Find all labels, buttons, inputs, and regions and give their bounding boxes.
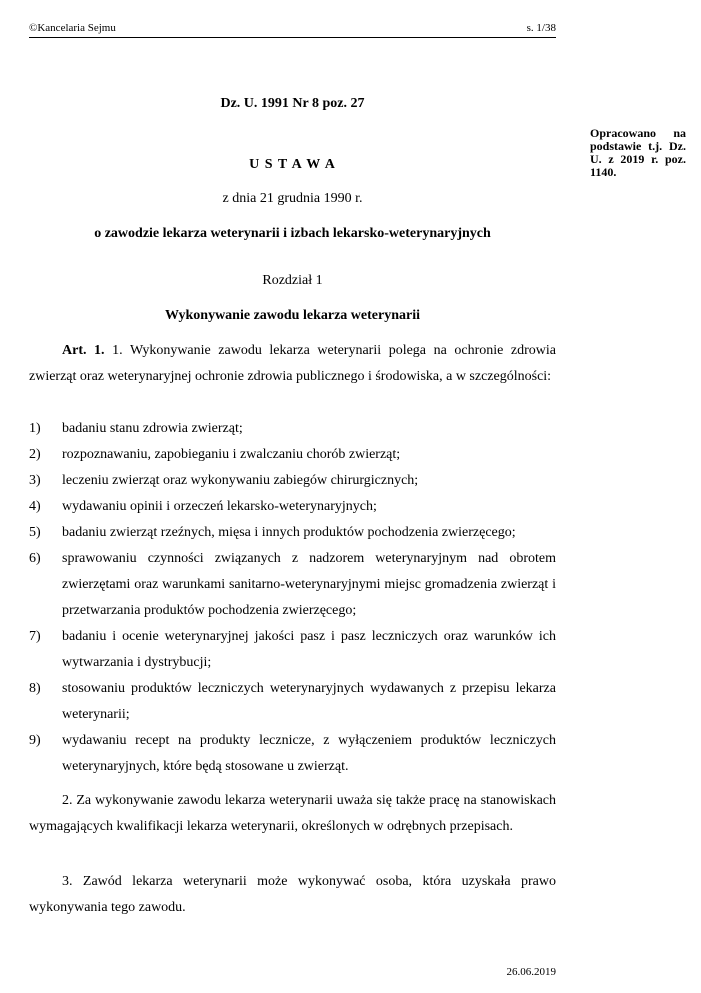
chapter-title: Wykonywanie zawodu lekarza weterynarii	[165, 308, 420, 323]
list-item-text: wydawaniu recept na produkty lecznicze, z wyłączeniem produktów leczniczych weterynaryjnych, które będą stosowane u zwierząt.	[62, 733, 556, 774]
doc-citation: Dz. U. 1991 Nr 8 poz. 27	[220, 96, 365, 111]
chapter-number: Rozdział 1	[262, 273, 323, 288]
list-item-number: 9)	[29, 733, 41, 748]
list-item-text: wydawaniu opinii i orzeczeń lekarsko-weterynaryjnych;	[62, 499, 377, 514]
list-item-text: leczeniu zwierząt oraz wykonywaniu zabiegów chirurgicznych;	[62, 473, 419, 488]
list-item-number: 4)	[29, 499, 41, 514]
list-item	[29, 520, 556, 546]
list-item	[29, 494, 556, 520]
list-item-text: stosowaniu produktów leczniczych weterynaryjnych wydawanych z przepisu lekarza weterynarii;	[62, 681, 556, 722]
list-item	[29, 442, 556, 468]
art1-intro	[29, 338, 556, 390]
list-item	[29, 468, 556, 494]
list-item-number: 1)	[29, 421, 41, 436]
list-item-text: sprawowaniu czynności związanych z nadzorem weterynaryjnym nad obrotem zwierzętami oraz warunkami sanitarno-weterynaryjnymi miejsc gromadzenia zwierząt i przetwarzania produktów pochodzenia zwierzęcego;	[62, 551, 556, 618]
side-note: Opracowano na podstawie t.j. Dz. U. z 2019 r. poz. 1140.	[590, 126, 686, 179]
doc-subject: o zawodzie lekarza weterynarii i izbach lekarsko-weterynaryjnych	[94, 226, 491, 241]
header-publisher: ©Kancelaria Sejmu	[29, 22, 116, 34]
list-item	[29, 624, 556, 676]
art1-label: Art. 1.	[62, 343, 105, 358]
list-item	[29, 676, 556, 728]
footer-date: 26.06.2019	[506, 966, 556, 978]
list-item-text: badaniu i ocenie weterynaryjnej jakości pasz i pasz leczniczych oraz warunków ich wytwarzania i dystrybucji;	[62, 629, 556, 670]
page-header	[29, 22, 556, 38]
list-item	[29, 728, 556, 780]
list-item-number: 8)	[29, 681, 41, 696]
list-item-text: badaniu zwierząt rzeźnych, mięsa i innych produktów pochodzenia zwierzęcego;	[62, 525, 516, 540]
list-item-number: 3)	[29, 473, 41, 488]
list-item	[29, 416, 556, 442]
list-item-number: 2)	[29, 447, 41, 462]
doc-date: z dnia 21 grudnia 1990 r.	[222, 191, 363, 206]
list-item-text: rozpoznawaniu, zapobieganiu i zwalczaniu chorób zwierząt;	[62, 447, 401, 462]
list-item-number: 7)	[29, 629, 41, 644]
art1-list	[29, 416, 556, 780]
list-item	[29, 546, 556, 624]
art1-paragraph-2: 2. Za wykonywanie zawodu lekarza weterynarii uważa się także pracę na stanowiskach wymagających kwalifikacji lekarza weterynarii, określonych w odrębnych przepisach.	[29, 793, 556, 834]
list-item-number: 5)	[29, 525, 41, 540]
list-item-text: badaniu stanu zdrowia zwierząt;	[62, 421, 243, 436]
art1-paragraph-3: 3. Zawód lekarza weterynarii może wykonywać osoba, która uzyskała prawo wykonywania tego zawodu.	[29, 874, 556, 915]
doc-type: U S T A W A	[249, 157, 336, 172]
art1-intro-text: 1. Wykonywanie zawodu lekarza weterynarii polega na ochronie zdrowia zwierząt oraz weterynaryjnej ochronie zdrowia publicznego i środowiska, a w szczególności:	[29, 343, 556, 384]
header-page-number: s. 1/38	[526, 22, 556, 34]
list-item-number: 6)	[29, 551, 41, 566]
